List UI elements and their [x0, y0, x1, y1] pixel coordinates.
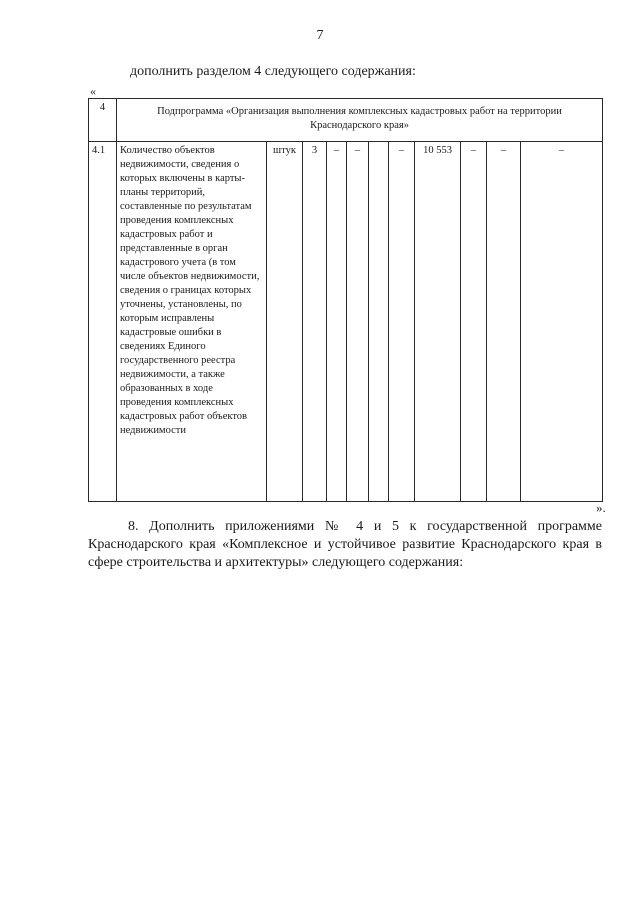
value-cell-1: 3	[303, 142, 327, 502]
value-cell-7: –	[461, 142, 487, 502]
value-cell-4	[369, 142, 389, 502]
value-cell-8: –	[487, 142, 521, 502]
close-quote: ».	[596, 500, 606, 515]
paragraph-8: 8. Дополнить приложениями № 4 и 5 к государственной программе Краснодарского края «Комплексное и устойчивое развитие Краснодарского края в сфере строительства и архитектуры» следующего содержания:	[88, 519, 602, 570]
value-cell-5: –	[389, 142, 415, 502]
section-header-row	[89, 99, 603, 142]
table-row	[89, 142, 603, 502]
row-number-cell: 4.1	[89, 142, 117, 502]
value-cell-3: –	[347, 142, 369, 502]
program-table	[88, 98, 603, 502]
open-quote: «	[90, 84, 96, 98]
section-title-cell: Подпрограмма «Организация выполнения комплексных кадастровых работ на территории Краснодарского края»	[117, 99, 603, 142]
unit-cell: штук	[267, 142, 303, 502]
value-cell-6: 10 553	[415, 142, 461, 502]
value-cell-9: –	[521, 142, 603, 502]
value-cell-2: –	[327, 142, 347, 502]
row-description-cell: Количество объектов недвижимости, сведения о которых включены в карты-планы территорий, составленные по результатам проведения комплексных кадастровых работ и представленные в орган кадастрового учета (в том числе объектов недвижимости, сведения о границах которых уточнены, установлены, по которым исправлены кадастровые ошибки в сведениях Единого государственного реестра недвижимости, а также образованных в ходе проведения комплексных кадастровых работ объектов недвижимости	[117, 142, 267, 502]
page-number: 7	[316, 28, 324, 43]
intro-text: дополнить разделом 4 следующего содержания:	[130, 64, 416, 79]
section-number-cell: 4	[89, 99, 117, 142]
